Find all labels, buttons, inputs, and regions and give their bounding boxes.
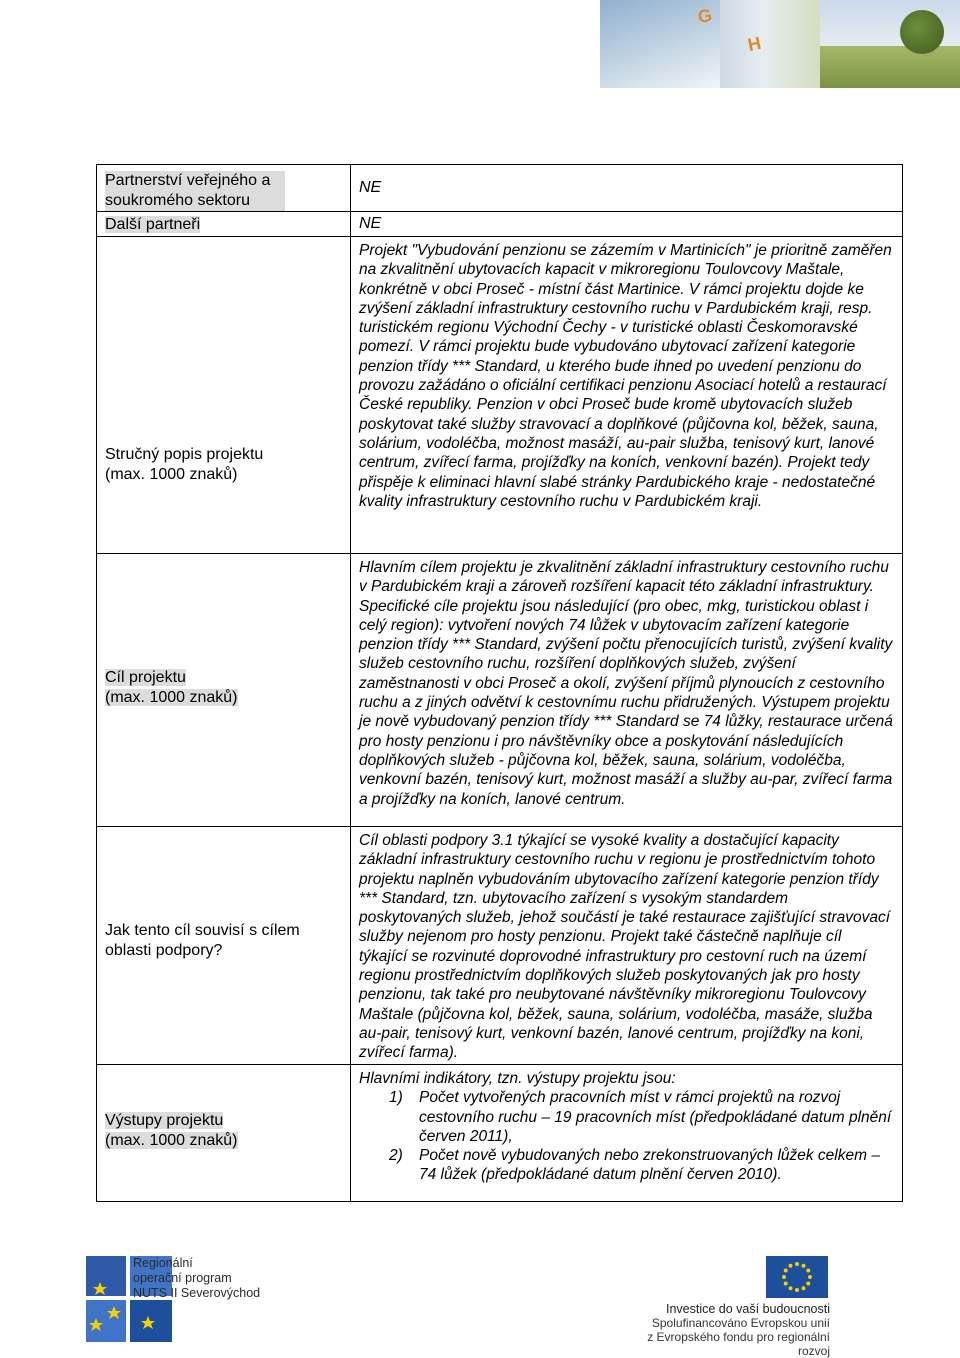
row-label: Cíl projektu bbox=[105, 669, 186, 686]
value-cell bbox=[351, 827, 903, 1065]
row-label-limit: (max. 1000 znaků) bbox=[105, 466, 238, 483]
row-label: Jak tento cíl souvisí s cílem bbox=[105, 922, 300, 939]
row-label: Partnerství veřejného a soukromého sektoru bbox=[105, 171, 285, 211]
list-text: Počet vytvořených pracovních míst v rámci projektů na rozvoj cestovního ruchu – 19 pracovních míst (předpokládané datum plnění červen 2011), bbox=[419, 1089, 892, 1145]
value-cell bbox=[351, 237, 903, 554]
field-photo bbox=[820, 46, 960, 88]
row-label: Výstupy projektu bbox=[105, 1112, 224, 1129]
row-label: Další partneři bbox=[105, 216, 201, 233]
table-row-vystupy bbox=[97, 1065, 903, 1202]
label-cell bbox=[97, 827, 351, 1065]
row-label-limit: (max. 1000 znaků) bbox=[105, 1132, 238, 1149]
table-row-dalsi-partneri bbox=[97, 212, 903, 237]
label-cell bbox=[97, 554, 351, 827]
eu-funding-text: Investice do vaší budoucnosti Spolufinancováno Evropskou unií z Evropského fondu pro regionální rozvoj bbox=[647, 1302, 830, 1358]
table-row-partnerstvi bbox=[97, 165, 903, 212]
label-cell bbox=[97, 1065, 351, 1202]
row-label-limit: (max. 1000 znaků) bbox=[105, 689, 238, 706]
value-cell bbox=[351, 212, 903, 237]
row-value: NE bbox=[359, 179, 382, 196]
value-cell bbox=[351, 165, 903, 212]
label-cell bbox=[97, 237, 351, 554]
keyboard-key-h: H bbox=[745, 32, 763, 56]
table-row-souvislost bbox=[97, 827, 903, 1065]
table-row-strucny-popis bbox=[97, 237, 903, 554]
list-text: Počet nově vybudovaných nebo zrekonstruovaných lůžek celkem – 74 lůžek (předpokládané datum plnění červen 2010). bbox=[419, 1147, 880, 1184]
eu-flag-icon bbox=[766, 1256, 828, 1298]
row-value: Cíl oblasti podpory 3.1 týkající se vysoké kvality a dostačující kapacity základní infrastruktury cestovního ruchu v regionu je prostřednictvím tohoto projektu naplněn vybudováním ubytovacího zařízení kategorie penzion třídy *** Standard, tzn. ubytovacího zařízení s vysokým standardem poskytovaných služeb, jehož součástí je také restaurace zajišťující stravovací služby nejenom pro hosty penzionu. Projekt také částečně naplňuje cíl týkající se rozvinuté doprovodné infrastruktury pro cestovní ruch na území regionu prostřednictvím doplňkových služeb poskytovaných jak pro hosty penzionu, tak také pro neubytované návštěvníky mikroregionu Toulovcovy Maštale (půjčovna kol, běžek, sauna, solárium, vodoléčba, masáže, služba au-pair, tenisový kurt, venkovní bazén, lanové centrum, projížďky na koni, zvířecí farma). bbox=[359, 832, 891, 1062]
row-label: Stručný popis projektu bbox=[105, 446, 264, 463]
label-cell bbox=[97, 212, 351, 237]
table-row-cil-projektu bbox=[97, 554, 903, 827]
project-table bbox=[96, 164, 903, 1202]
indicators-intro: Hlavními indikátory, tzn. výstupy projektu jsou: bbox=[359, 1070, 676, 1087]
value-cell bbox=[351, 1065, 903, 1202]
footer bbox=[0, 1252, 960, 1358]
header-banner-image bbox=[600, 0, 960, 88]
rop-logo-text: Regionální operační program NUTS II Severovýchod bbox=[133, 1256, 261, 1300]
value-cell bbox=[351, 554, 903, 827]
list-number: 2) bbox=[389, 1147, 403, 1165]
row-label-cont: oblasti podpory? bbox=[105, 942, 223, 959]
keyboard-key-g: G bbox=[695, 4, 714, 28]
tree-photo bbox=[900, 10, 944, 54]
indicators-list bbox=[359, 1088, 894, 1184]
row-value: NE bbox=[359, 215, 382, 232]
list-item bbox=[359, 1088, 894, 1146]
label-cell bbox=[97, 165, 351, 212]
list-number: 1) bbox=[389, 1089, 403, 1107]
row-value: Hlavním cílem projektu je zkvalitnění základní infrastruktury cestovního ruchu v Pardubickém kraji a zároveň rozšíření kapacit této základní infrastruktury. Specifické cíle projektu jsou následující (pro obec, mkg, turistickou oblast i celý region): vytvoření nových 74 lůžek v ubytovacím zařízení kategorie penzion třídy *** Standard, zvýšení počtu přenocujících turistů, zvýšení kvality služeb cestovního ruchu, rozšíření doplňkových služeb, zvýšení zaměstnanosti v obci Proseč a okolí, zvýšení příjmů plynoucích z cestovního ruchu a z jiných odvětví k cestovnímu ruchu přidružených. Výstupem projektu je nově vybudovaný penzion třídy *** Standard se 74 lůžky, restaurace určená pro hosty penzionu i pro návštěvníky obce a poskytování následujících doplňkových služeb - půjčovna kol, běžek, sauna, solárium, vodoléčba, venkovní bazén, tenisový kurt, možnost masáží a služby au-par, zvířecí farma a projížďky na koních, lanové centrum. bbox=[359, 559, 893, 808]
row-value: Projekt "Vybudování penzionu se zázemím v Martinicích" je prioritně zaměřen na zkvalitnění ubytovacích kapacit v mikroregionu Toulovcovy Maštale, konkrétně v obci Proseč - místní část Martinice. V rámci projektu dojde ke zvýšení základní infrastruktury cestovního ruchu v Pardubickém kraji, resp. turistickém regionu Východní Čechy - v turistické oblasti Českomoravské pomezí. V rámci projektu bude vybudováno ubytovací zařízení kategorie penzion třídy *** Standard, u kterého bude ihned po uvedení penzionu do provozu zažádáno o oficiální certifikaci penzionu Asociací hotelů a restaurací České republiky. Penzion v obci Proseč bude kromě ubytovacích služeb poskytovat také služby stravovací a doplňkové (půjčovna kol, běžek, sauna, solárium, vodoléčba, možnost masáží, au-pair služba, tenisový kurt, lanové centrum, zvířecí farma, projížďky na koních, venkovní bazén). Projekt tedy přispěje k eliminaci hlavní slabé stránky Pardubického kraje - nedostatečné kvality infrastruktury cestovního ruchu v Pardubickém kraji. bbox=[359, 242, 892, 510]
list-item bbox=[359, 1146, 894, 1185]
